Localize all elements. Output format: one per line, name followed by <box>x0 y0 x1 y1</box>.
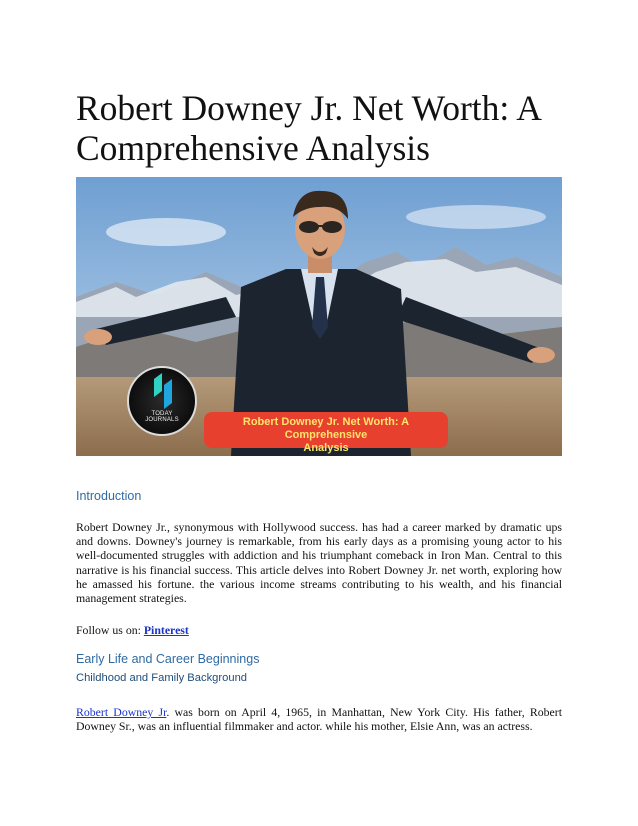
introduction-paragraph: Robert Downey Jr., synonymous with Hollywood success. has had a career marked by dramatic ups and downs. Downey's journey is remarkable, from his early days as a promising young actor to his well-documented struggles with addiction and his triumphant comeback in Iron Man. Central to this narrative is his financial success. This article delves into Robert Downey Jr. net worth, exploring how he amassed his fortune. the various income streams contributing to his wealth, and his financial management strategies. <box>76 520 562 606</box>
hero-banner-line1: Robert Downey Jr. Net Worth: A Comprehensive <box>242 416 410 441</box>
early-life-paragraph <box>76 705 562 733</box>
early-life-text: . was born on April 4, 1965, in Manhattan, New York City. His father, Robert Downey Sr., was an influential filmmaker and actor. while his mother, Elsie Ann, was an actress. <box>76 705 562 734</box>
hero-banner-line2: Analysis <box>303 442 349 454</box>
logo-text: TODAY JOURNALS <box>145 411 179 423</box>
pinterest-link[interactable]: Pinterest <box>143 623 189 637</box>
introduction-heading: Introduction <box>76 489 142 503</box>
early-life-heading: Early Life and Career Beginnings <box>76 652 260 666</box>
follow-line <box>76 623 562 637</box>
follow-prefix: Follow us on: <box>76 623 144 637</box>
childhood-subheading: Childhood and Family Background <box>76 672 248 684</box>
hero-banner <box>204 412 448 454</box>
hero-image <box>76 177 562 456</box>
article-title: Robert Downey Jr. Net Worth: A Comprehensive Analysis <box>76 88 540 168</box>
robert-downey-link[interactable]: Robert Downey Jr <box>76 705 167 719</box>
